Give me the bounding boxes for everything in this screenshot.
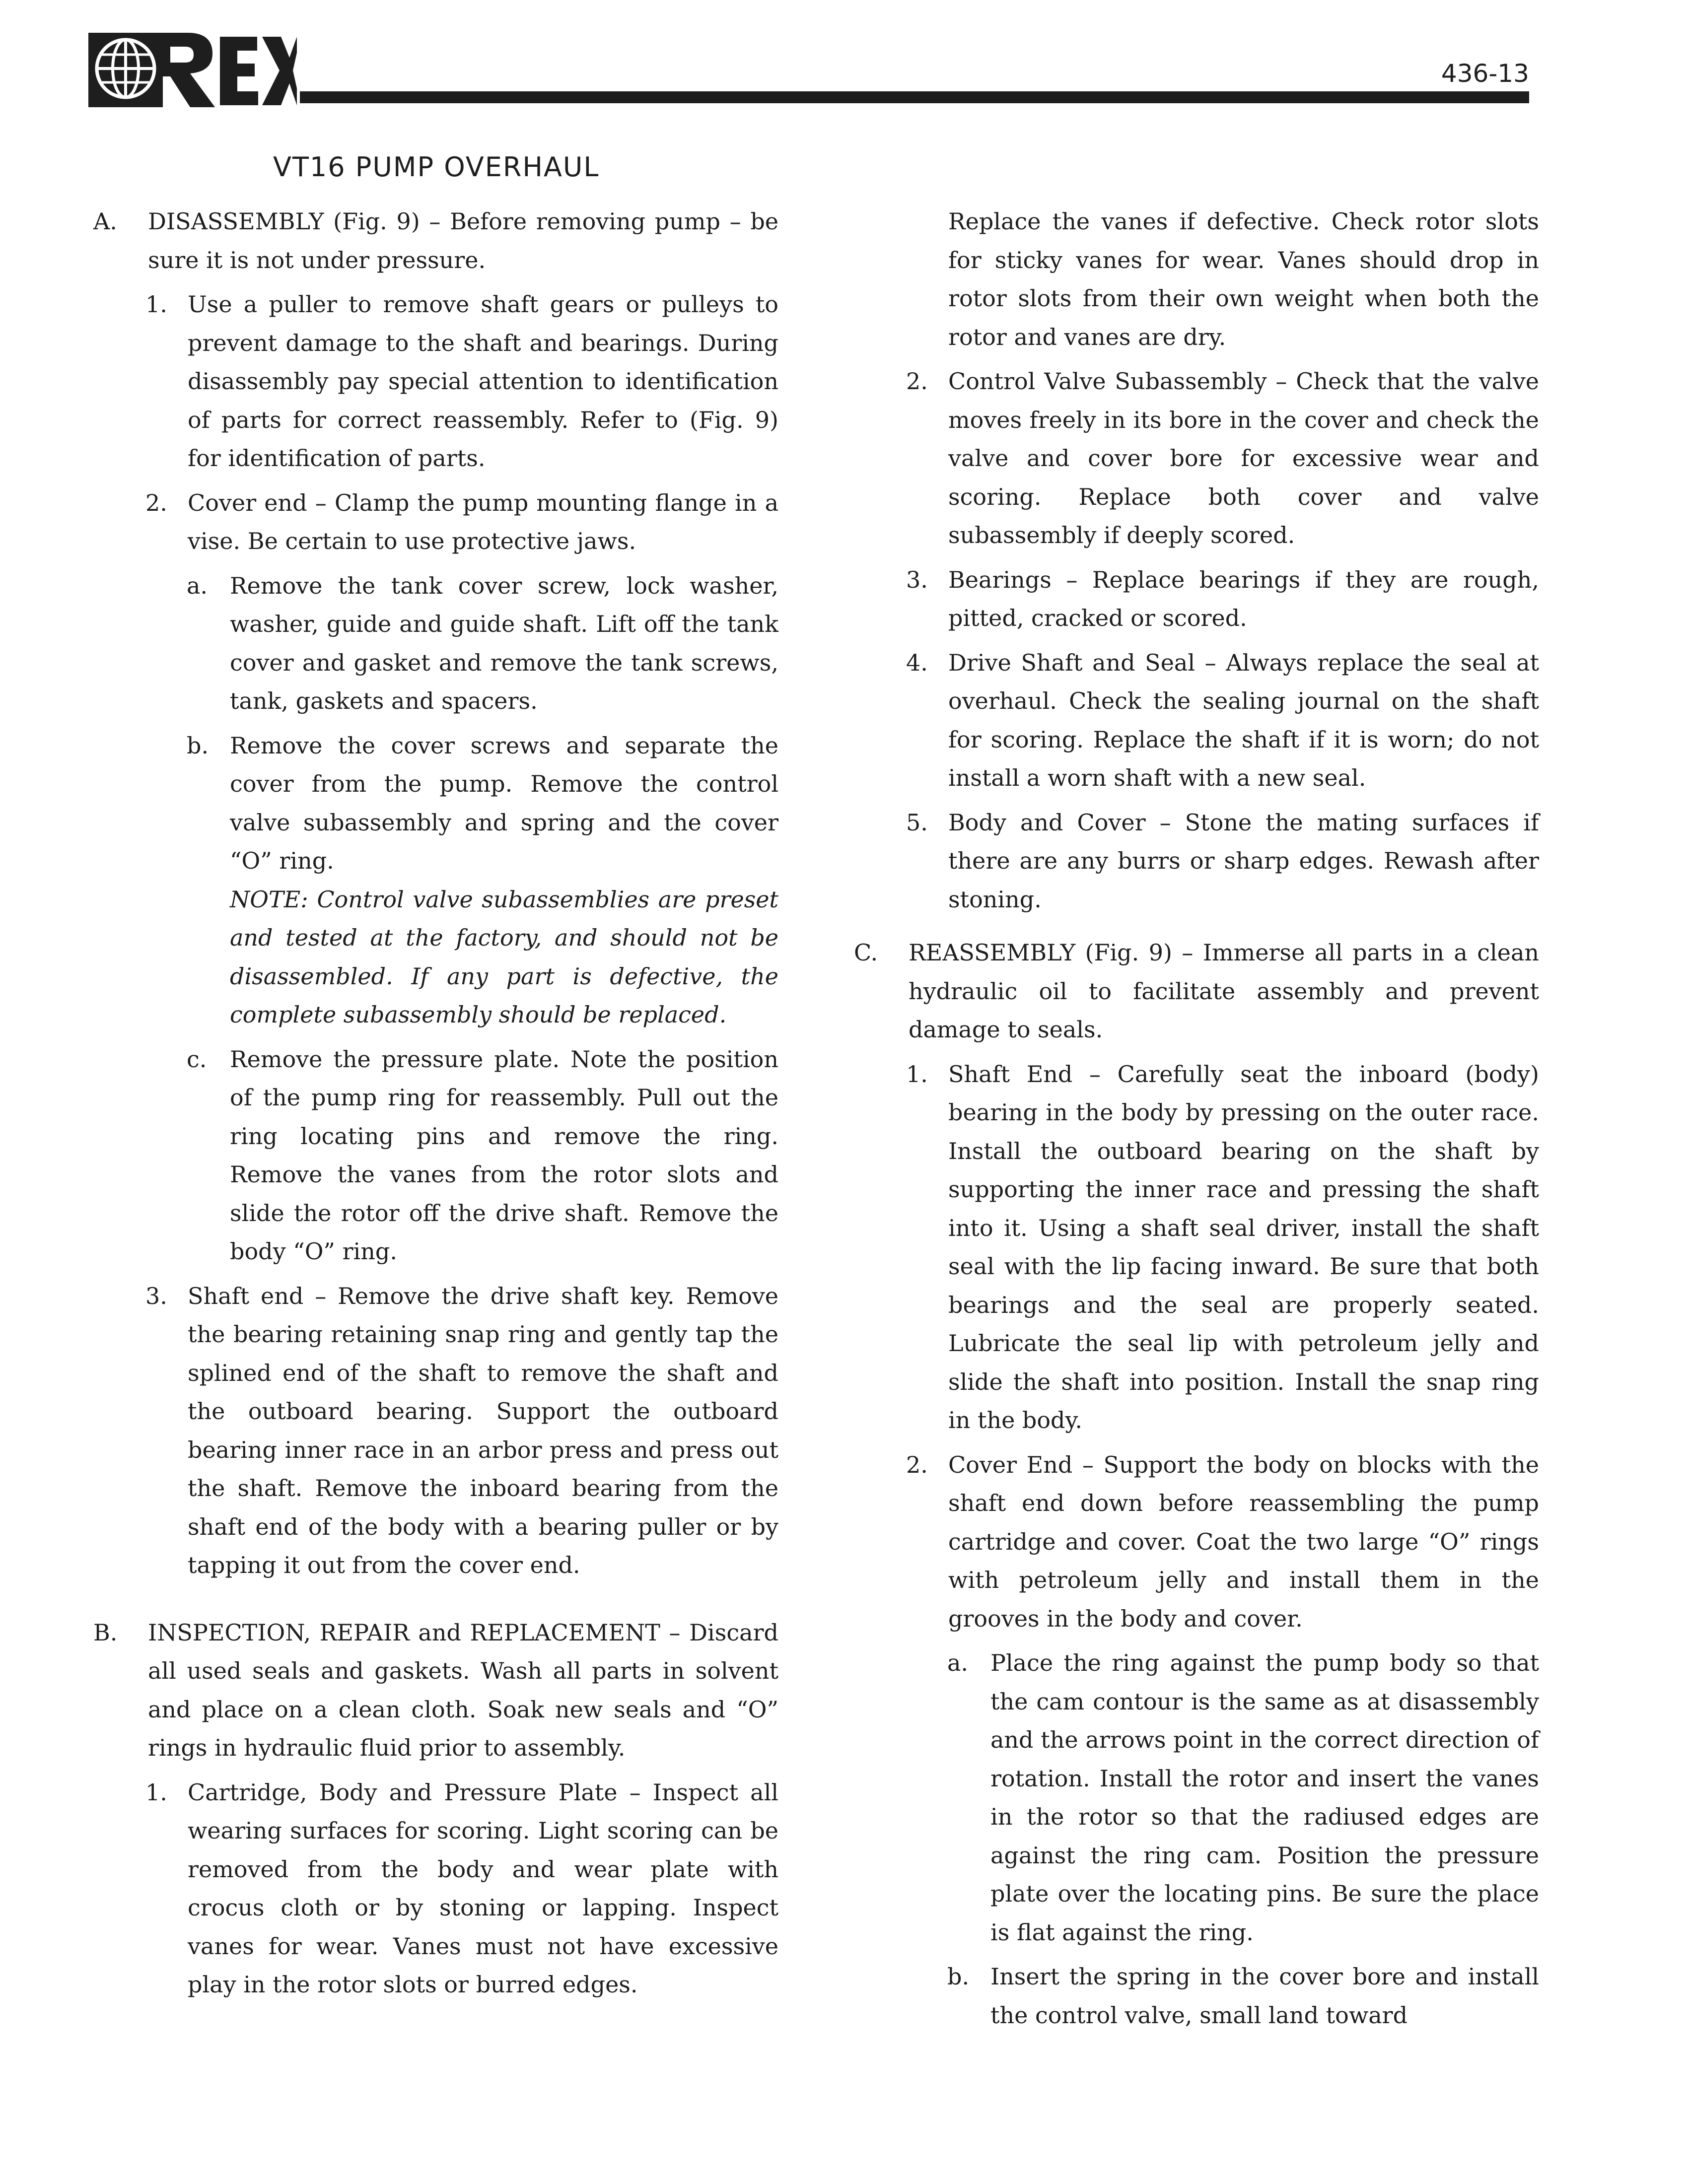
list-item <box>93 727 778 881</box>
page-title: VT16 PUMP OVERHAUL <box>273 151 600 183</box>
item-marker: 1. <box>906 1060 928 1088</box>
list-item <box>854 561 1539 638</box>
section-marker: A. <box>93 208 117 235</box>
section-text: DISASSEMBLY (Fig. 9) – Before removing pump – be sure it is not under pressure. <box>148 208 778 273</box>
item-marker: 4. <box>906 649 928 676</box>
section-marker: B. <box>93 1619 118 1646</box>
item-marker: b. <box>187 732 209 759</box>
list-item <box>93 1277 778 1585</box>
item-text: Shaft end – Remove the drive shaft key. Remove the bearing retaining snap ring and gently tap the splined end of the shaft to remove the shaft and the outboard bearing. Support the outboard bearing inner race in an arbor press and press out the shaft. Remove the inboard bearing from the shaft end of the body with a bearing puller or by tapping it out from the cover end. <box>188 1282 778 1578</box>
item-marker: b. <box>947 1963 970 1990</box>
item-marker: 2. <box>906 368 928 395</box>
list-item <box>854 362 1539 555</box>
item-marker: 5. <box>906 809 928 836</box>
item-text: Insert the spring in the cover bore and install the control valve, small land toward <box>990 1963 1539 2029</box>
item-text: Cover end – Clamp the pump mounting flange in a vise. Be certain to use protective jaws. <box>188 489 778 554</box>
item-text: Place the ring against the pump body so that the cam contour is the same as at disassembly and the arrows point in the correct direction of rotation. Install the rotor and insert the vanes in the rotor so that the radiused edges are against the ring cam. Position the pressure plate over the locating pins. Be sure the place is flat against the ring. <box>990 1649 1539 1946</box>
item-marker: 3. <box>906 566 928 593</box>
item-text: Remove the cover screws and separate the cover from the pump. Remove the control valve subassembly and spring and the cover “O” ring. <box>230 732 778 874</box>
list-item <box>854 644 1539 798</box>
section-reassembly <box>854 934 1539 1049</box>
list-item <box>93 484 778 561</box>
item-text: Body and Cover – Stone the mating surfaces if there are any burrs or sharp edges. Rewash after stoning. <box>948 809 1539 913</box>
list-item <box>854 804 1539 919</box>
list-item <box>93 567 778 721</box>
list-item <box>93 1774 778 2004</box>
item-marker: 1. <box>145 291 167 318</box>
note-text: NOTE: Control valve subassemblies are preset and tested at the factory, and should not be disassembled. If any part is defective, the complete subassembly should be replaced. <box>230 886 778 1028</box>
list-item <box>854 1644 1539 1952</box>
list-item <box>854 1446 1539 1638</box>
section-text: REASSEMBLY (Fig. 9) – Immerse all parts in a clean hydraulic oil to facilitate assembly and prevent damage to seals. <box>909 939 1539 1043</box>
item-text: Control Valve Subassembly – Check that the valve moves freely in its bore in the cover and check the valve and cover bore for excessive wear and scoring. Replace both cover and valve subassembly if deeply scored. <box>948 368 1539 548</box>
section-disassembly <box>93 203 778 279</box>
item-marker: a. <box>187 572 208 599</box>
item-text: Cover End – Support the body on blocks with the shaft end down before reassembling the pump cartridge and cover. Coat the two large “O” rings with petroleum jelly and install them in the grooves in the body and cover. <box>948 1451 1539 1632</box>
item-marker: a. <box>947 1649 969 1676</box>
item-text: Bearings – Replace bearings if they are rough, pitted, cracked or scored. <box>948 566 1539 631</box>
item-marker: 2. <box>906 1451 928 1478</box>
page-header <box>0 0 1688 129</box>
list-item <box>854 1055 1539 1440</box>
item-text: Shaft End – Carefully seat the inboard (body) bearing in the body by pressing on the outer race. Install the outboard bearing on the shaft by supporting the inner race and pressing the shaft into it. Using a shaft seal driver, install the shaft seal with the lip facing inward. Be sure that both bearings and the seal are properly seated. Lubricate the seal lip with petroleum jelly and slide the shaft into position. Install the snap ring in the body. <box>948 1060 1539 1433</box>
list-item <box>854 1958 1539 2035</box>
item-text: Remove the tank cover screw, lock washer, washer, guide and guide shaft. Lift off the tank cover and gasket and remove the tank screws, tank, gaskets and spacers. <box>230 572 778 714</box>
list-item <box>93 285 778 478</box>
item-text: Cartridge, Body and Pressure Plate – Inspect all wearing surfaces for scoring. Light scoring can be removed from the body and wear plate with crocus cloth or by stoning or lapping. Inspect vanes for wear. Vanes must not have excessive play in the rotor slots or burred edges. <box>188 1778 778 1998</box>
globe-icon <box>88 33 297 107</box>
left-column <box>93 203 778 2004</box>
item-text: Drive Shaft and Seal – Always replace the seal at overhaul. Check the sealing journal on the shaft for scoring. Replace the shaft if it is worn; do not install a worn shaft with a new seal. <box>948 649 1539 791</box>
section-text: INSPECTION, REPAIR and REPLACEMENT – Discard all used seals and gaskets. Wash all parts in solvent and place on a clean cloth. Soak new seals and “O” rings in hydraulic fluid prior to assembly. <box>148 1619 778 1761</box>
header-rule <box>300 91 1529 103</box>
section-marker: C. <box>854 939 878 966</box>
item-marker: 1. <box>145 1778 167 1806</box>
item-marker: 2. <box>145 489 167 516</box>
right-column <box>854 203 1539 2035</box>
continued-text: Replace the vanes if defective. Check rotor slots for sticky vanes for wear. Vanes should drop in rotor slots from their own weight when both the rotor and vanes are dry. <box>948 208 1539 350</box>
rex-logo <box>88 33 297 107</box>
section-inspection <box>93 1614 778 1768</box>
list-item <box>93 1040 778 1271</box>
item-marker: 3. <box>145 1282 167 1309</box>
item-text: Remove the pressure plate. Note the position of the pump ring for reassembly. Pull out the ring locating pins and remove the ring. Remove the vanes from the rotor slots and slide the rotor off the drive shaft. Remove the body “O” ring. <box>230 1045 778 1265</box>
item-text: Use a puller to remove shaft gears or pulleys to prevent damage to the shaft and bearings. During disassembly pay special attention to identification of parts for correct reassembly. Refer to (Fig. 9) for identification of parts. <box>188 291 778 472</box>
item-marker: c. <box>187 1045 207 1073</box>
page-number: 436-13 <box>1441 59 1529 88</box>
